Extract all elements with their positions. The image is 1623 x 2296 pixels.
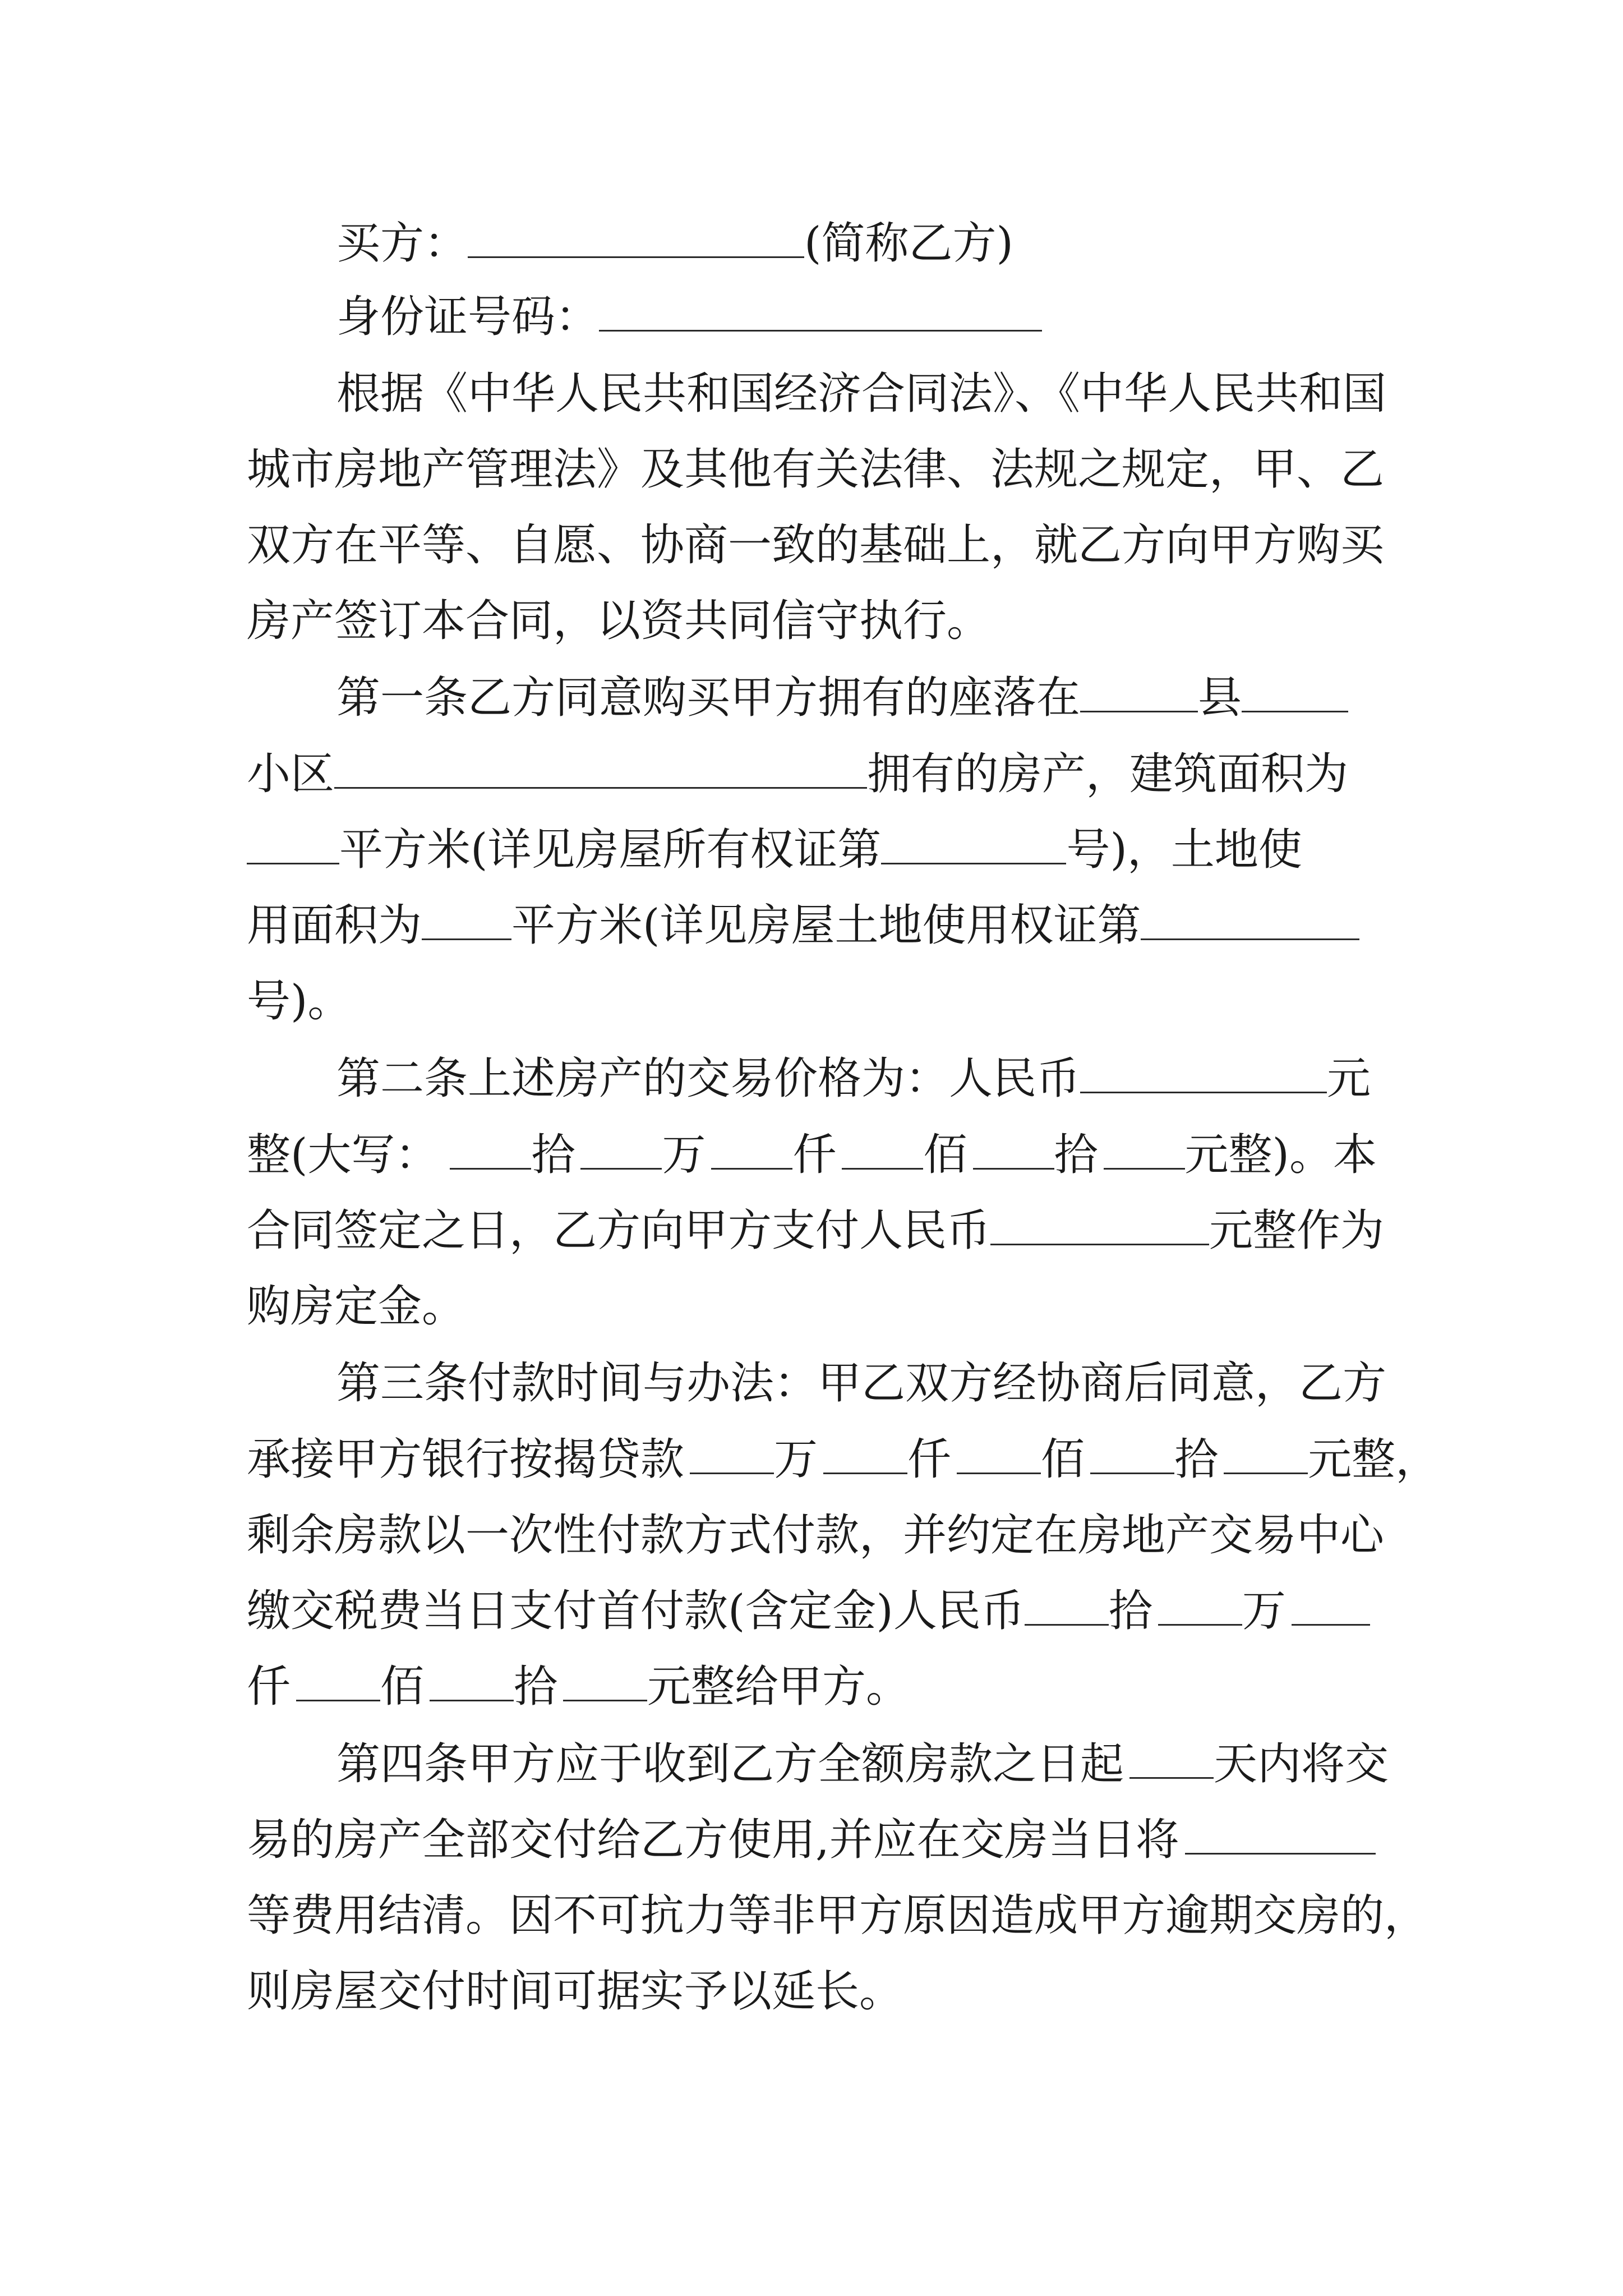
a2-text-daxie: 整(大写： [247,1130,439,1180]
article-4-line-2 [247,1812,1376,1868]
a1-text-estate: 小区 [247,749,335,799]
qian-blank [711,1129,792,1170]
land-area-blank [422,899,511,940]
unit-shi-2: 拾 [1054,1130,1098,1180]
intro-line-3: 双方在平等、自愿、协商一致的基础上，就乙方向甲方购买 [247,520,1385,570]
county-blank [1080,671,1198,712]
article-1-line-5: 号)。 [247,976,352,1027]
cert-no-blank [881,823,1066,864]
buyer-blank [468,217,804,258]
article-4-line-4: 则房屋交付时间可据实予以延长。 [247,1966,903,2017]
unit-qian: 仟 [792,1130,837,1180]
intro-line-1: 根据《中华人民共和国经济合同法》、《中华人民共和国 [336,369,1387,419]
article-1-line-1 [336,670,1348,726]
bai-blank [842,1129,923,1170]
floor-area-blank [247,823,339,864]
intro-line-4: 房产签订本合同，以资共同信守执行。 [247,596,991,646]
loan-unit-shi: 拾 [1174,1434,1219,1485]
deposit-blank [990,1204,1209,1245]
a4-text-settle: 易的房产全部交付给乙方使用,并应在交房当日将 [247,1815,1179,1865]
loan-yuan-blank [1224,1433,1308,1474]
a2-text-yuanzheng: 元整)。本 [1184,1130,1377,1180]
loan-unit-qian: 仟 [907,1434,952,1485]
land-cert-blank [1141,899,1359,940]
down-wan-blank [1158,1585,1242,1626]
article-1-line-4 [247,898,1359,954]
a3-text-loan-end: 元整， [1308,1434,1440,1485]
down-unit-shi: 拾 [1108,1586,1152,1636]
loan-wan-blank [690,1433,774,1474]
a2-text-zuowei: 元整作为 [1209,1205,1385,1256]
article-4-line-3: 等费用结清。因不可抗力等非甲方原因造成甲方逾期交房的， [247,1890,1428,1941]
article-2-line-4: 购房定金。 [247,1281,466,1332]
a1-text-1: 第一条乙方同意购买甲方拥有的座落在 [336,673,1081,723]
a3-text-loan: 承接甲方银行按揭贷款 [247,1434,685,1485]
yuan-blank [1104,1129,1185,1170]
unit-bai: 佰 [923,1130,967,1180]
a1-text-area: 拥有的房产，建筑面积为 [867,749,1349,799]
down-qian-blank [1292,1585,1370,1626]
estate-blank [334,748,867,789]
shiwan-blank [450,1129,531,1170]
down-yuan-blank [563,1660,647,1701]
a4-text-handover: 第四条甲方应于收到乙方全额房款之日起 [336,1739,1124,1789]
buyer-suffix: (简称乙方) [804,218,1013,269]
a2-text-price: 第二条上述房产的交易价格为：人民币 [336,1053,1081,1104]
shi-blank [973,1129,1054,1170]
id-label: 身份证号码： [336,292,600,342]
wan-blank [580,1129,662,1170]
loan-unit-bai: 佰 [1041,1434,1085,1485]
down-unit-qian: 仟 [247,1662,291,1712]
article-1-line-3 [247,822,1302,878]
days-blank [1129,1738,1214,1779]
down-unit-shi-2: 拾 [514,1662,558,1712]
buyer-label: 买方： [336,218,468,269]
down-unit-bai: 佰 [380,1662,425,1712]
article-3-line-3: 剩余房款以一次性付款方式付款，并约定在房地产交易中心 [247,1510,1385,1561]
a3-text-downpay: 缴交税费当日支付首付款(含定金)人民币 [247,1586,1025,1636]
down-shi-blank [430,1660,514,1701]
a2-text-deposit: 合同签定之日，乙方向甲方支付人民币 [247,1205,991,1256]
unit-wan: 万 [662,1130,706,1180]
intro-line-2: 城市房地产管理法》及其他有关法律、法规之规定，甲、乙 [247,444,1385,495]
a1-text-land-area: 用面积为 [247,900,422,951]
loan-qian-blank [823,1433,907,1474]
a1-text-land-cert: 平方米(详见房屋土地使用权证第 [511,900,1141,951]
buyer-line [336,215,1013,272]
id-line [336,289,1042,345]
a1-text-land: 号)，土地使 [1066,825,1302,875]
unit-shi: 拾 [531,1130,575,1180]
loan-bai-blank [957,1433,1041,1474]
article-1-line-2 [247,746,1348,802]
article-2-line-1 [336,1051,1371,1107]
loan-shi-blank [1090,1433,1174,1474]
a1-text-county: 县 [1198,673,1242,723]
article-3-line-4 [247,1583,1370,1639]
a3-text-to-seller: 元整给甲方。 [647,1662,910,1712]
article-2-line-3 [247,1203,1384,1259]
down-shiwan-blank [1025,1585,1109,1626]
article-3-line-1: 第三条付款时间与办法：甲乙双方经协商后同意，乙方 [336,1358,1387,1409]
article-3-line-2 [247,1432,1439,1488]
price-blank [1080,1052,1327,1093]
fees-blank [1185,1814,1376,1855]
a4-text-days: 天内将交 [1214,1739,1389,1789]
article-4-line-1 [336,1736,1389,1792]
street-blank [1242,671,1348,712]
loan-unit-wan: 万 [774,1434,818,1485]
article-3-line-5 [247,1659,910,1715]
down-bai-blank [296,1660,380,1701]
down-unit-wan: 万 [1242,1586,1286,1636]
a2-text-yuan: 元 [1327,1053,1371,1104]
article-2-line-2 [247,1127,1377,1183]
a1-text-cert: 平方米(详见房屋所有权证第 [339,825,882,875]
id-blank [599,291,1042,332]
